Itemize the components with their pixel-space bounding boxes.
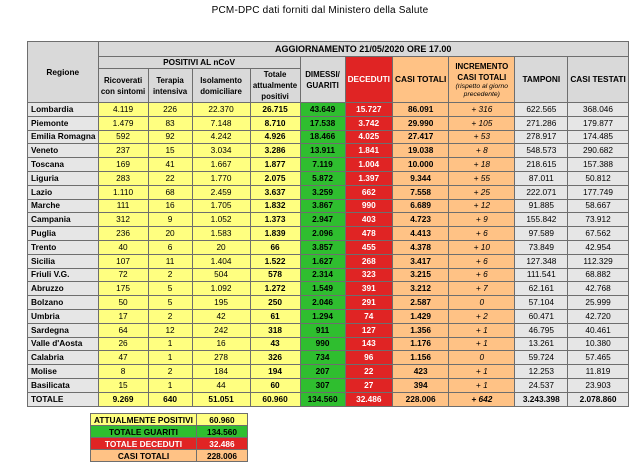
cell-incremento: + 1 — [449, 365, 515, 379]
table-row — [28, 227, 629, 241]
cell-casi-totali: 1.429 — [392, 309, 448, 323]
cell-incremento: + 53 — [449, 130, 515, 144]
cell-ricoverati: 175 — [98, 282, 148, 296]
table-row — [28, 365, 629, 379]
cell-tamponi: 62.161 — [515, 282, 568, 296]
cell-terapia: 12 — [148, 323, 192, 337]
cell-casi-totali: 1.356 — [392, 323, 448, 337]
cell-incremento: + 18 — [449, 158, 515, 172]
cell-terapia: 2 — [148, 309, 192, 323]
cell-casi-testati: 57.465 — [568, 351, 628, 365]
cell-tamponi: 271.286 — [515, 116, 568, 130]
cell-casi-testati: 112.329 — [568, 254, 628, 268]
cell-ricoverati: 72 — [98, 268, 148, 282]
table-row — [28, 130, 629, 144]
cell-dimessi: 3.857 — [300, 240, 345, 254]
totals-deceduti: 32.486 — [345, 392, 392, 406]
cell-dimessi: 3.259 — [300, 185, 345, 199]
cell-totale-positivi: 4.926 — [250, 130, 300, 144]
cell-isolamento: 7.148 — [192, 116, 250, 130]
cell-dimessi: 207 — [300, 365, 345, 379]
cell-regione: Veneto — [28, 144, 99, 158]
cell-regione: Abruzzo — [28, 282, 99, 296]
cell-terapia: 226 — [148, 103, 192, 117]
cell-terapia: 9 — [148, 213, 192, 227]
cell-terapia: 20 — [148, 227, 192, 241]
cell-tamponi: 13.261 — [515, 337, 568, 351]
cell-casi-totali: 3.417 — [392, 254, 448, 268]
header-dimessi: DIMESSI/ GUARITI — [300, 57, 345, 103]
cell-casi-testati: 25.999 — [568, 296, 628, 310]
cell-terapia: 83 — [148, 116, 192, 130]
header-ricoverati: Ricoverati con sintomi — [98, 69, 148, 103]
cell-casi-testati: 40.461 — [568, 323, 628, 337]
cell-casi-totali: 3.212 — [392, 282, 448, 296]
cell-terapia: 16 — [148, 199, 192, 213]
cell-tamponi: 97.589 — [515, 227, 568, 241]
cell-casi-totali: 29.990 — [392, 116, 448, 130]
cell-casi-testati: 42.720 — [568, 309, 628, 323]
cell-terapia: 68 — [148, 185, 192, 199]
cell-regione: Bolzano — [28, 296, 99, 310]
table-row — [28, 103, 629, 117]
cell-deceduti: 478 — [345, 227, 392, 241]
cell-isolamento: 20 — [192, 240, 250, 254]
cell-incremento: + 1 — [449, 378, 515, 392]
cell-regione: Sardegna — [28, 323, 99, 337]
cell-deceduti: 15.727 — [345, 103, 392, 117]
cell-ricoverati: 26 — [98, 337, 148, 351]
cell-casi-testati: 42.954 — [568, 240, 628, 254]
summary-row — [91, 426, 248, 438]
cell-totale-positivi: 1.839 — [250, 227, 300, 241]
table-row — [28, 240, 629, 254]
cell-casi-testati: 23.903 — [568, 378, 628, 392]
header-positivi: POSITIVI AL nCoV — [98, 57, 300, 69]
table-row — [28, 213, 629, 227]
table-row — [28, 158, 629, 172]
cell-dimessi: 911 — [300, 323, 345, 337]
table-row — [28, 185, 629, 199]
cell-ricoverati: 236 — [98, 227, 148, 241]
cell-regione: Umbria — [28, 309, 99, 323]
totals-terapia: 640 — [148, 392, 192, 406]
header-casi-totali: CASI TOTALI — [392, 57, 448, 103]
cell-isolamento: 195 — [192, 296, 250, 310]
cell-ricoverati: 47 — [98, 351, 148, 365]
totals-ricoverati: 9.269 — [98, 392, 148, 406]
cell-deceduti: 1.841 — [345, 144, 392, 158]
table-row — [28, 296, 629, 310]
cell-deceduti: 291 — [345, 296, 392, 310]
cell-incremento: + 1 — [449, 337, 515, 351]
cell-casi-testati: 67.562 — [568, 227, 628, 241]
cell-regione: Marche — [28, 199, 99, 213]
summary-label: ATTUALMENTE POSITIVI — [91, 414, 197, 426]
covid-data-table — [27, 41, 629, 407]
cell-tamponi: 218.615 — [515, 158, 568, 172]
cell-regione: Calabria — [28, 351, 99, 365]
cell-deceduti: 268 — [345, 254, 392, 268]
cell-casi-testati: 157.388 — [568, 158, 628, 172]
cell-totale-positivi: 1.272 — [250, 282, 300, 296]
cell-ricoverati: 50 — [98, 296, 148, 310]
cell-isolamento: 1.770 — [192, 171, 250, 185]
cell-tamponi: 60.471 — [515, 309, 568, 323]
cell-ricoverati: 17 — [98, 309, 148, 323]
cell-regione: Campania — [28, 213, 99, 227]
cell-incremento: 0 — [449, 351, 515, 365]
cell-tamponi: 127.348 — [515, 254, 568, 268]
totals-casi-totali: 228.006 — [392, 392, 448, 406]
cell-isolamento: 1.052 — [192, 213, 250, 227]
cell-incremento: + 25 — [449, 185, 515, 199]
cell-dimessi: 2.096 — [300, 227, 345, 241]
cell-deceduti: 1.004 — [345, 158, 392, 172]
cell-tamponi: 548.573 — [515, 144, 568, 158]
cell-tamponi: 12.253 — [515, 365, 568, 379]
cell-deceduti: 127 — [345, 323, 392, 337]
cell-casi-testati: 11.819 — [568, 365, 628, 379]
totals-tamponi: 3.243.398 — [515, 392, 568, 406]
cell-dimessi: 307 — [300, 378, 345, 392]
cell-terapia: 11 — [148, 254, 192, 268]
table-row — [28, 378, 629, 392]
cell-totale-positivi: 1.522 — [250, 254, 300, 268]
cell-isolamento: 1.705 — [192, 199, 250, 213]
cell-dimessi: 990 — [300, 337, 345, 351]
cell-tamponi: 222.071 — [515, 185, 568, 199]
cell-isolamento: 1.404 — [192, 254, 250, 268]
cell-ricoverati: 4.119 — [98, 103, 148, 117]
cell-ricoverati: 1.479 — [98, 116, 148, 130]
summary-table — [90, 413, 248, 462]
cell-terapia: 1 — [148, 378, 192, 392]
cell-casi-totali: 4.378 — [392, 240, 448, 254]
cell-casi-testati: 73.912 — [568, 213, 628, 227]
cell-casi-testati: 68.882 — [568, 268, 628, 282]
cell-totale-positivi: 2.075 — [250, 171, 300, 185]
cell-casi-totali: 1.176 — [392, 337, 448, 351]
cell-isolamento: 1.667 — [192, 158, 250, 172]
cell-terapia: 2 — [148, 365, 192, 379]
cell-deceduti: 391 — [345, 282, 392, 296]
cell-regione: Sicilia — [28, 254, 99, 268]
cell-regione: Trento — [28, 240, 99, 254]
summary-value: 60.960 — [196, 414, 247, 426]
summary-label: CASI TOTALI — [91, 450, 197, 462]
header-deceduti: DECEDUTI — [345, 57, 392, 103]
page-title: PCM-DPC dati forniti dal Ministero della Salute — [211, 5, 429, 16]
cell-incremento: + 105 — [449, 116, 515, 130]
cell-dimessi: 2.046 — [300, 296, 345, 310]
cell-ricoverati: 312 — [98, 213, 148, 227]
cell-totale-positivi: 250 — [250, 296, 300, 310]
cell-incremento: + 10 — [449, 240, 515, 254]
cell-dimessi: 18.466 — [300, 130, 345, 144]
cell-regione: Lazio — [28, 185, 99, 199]
cell-totale-positivi: 8.710 — [250, 116, 300, 130]
cell-isolamento: 3.034 — [192, 144, 250, 158]
cell-casi-testati: 42.768 — [568, 282, 628, 296]
cell-ricoverati: 111 — [98, 199, 148, 213]
cell-incremento: + 7 — [449, 282, 515, 296]
cell-isolamento: 16 — [192, 337, 250, 351]
cell-terapia: 5 — [148, 282, 192, 296]
cell-terapia: 6 — [148, 240, 192, 254]
cell-tamponi: 87.011 — [515, 171, 568, 185]
cell-totale-positivi: 3.286 — [250, 144, 300, 158]
cell-totale-positivi: 1.832 — [250, 199, 300, 213]
cell-incremento: + 12 — [449, 199, 515, 213]
cell-casi-totali: 423 — [392, 365, 448, 379]
summary-row — [91, 414, 248, 426]
cell-regione: Valle d'Aosta — [28, 337, 99, 351]
cell-casi-testati: 368.046 — [568, 103, 628, 117]
table-row — [28, 323, 629, 337]
cell-casi-totali: 4.723 — [392, 213, 448, 227]
totals-incremento: + 642 — [449, 392, 515, 406]
totals-isolamento: 51.051 — [192, 392, 250, 406]
cell-dimessi: 1.294 — [300, 309, 345, 323]
cell-totale-positivi: 3.637 — [250, 185, 300, 199]
cell-totale-positivi: 60 — [250, 378, 300, 392]
cell-ricoverati: 64 — [98, 323, 148, 337]
cell-tamponi: 622.565 — [515, 103, 568, 117]
cell-incremento: + 9 — [449, 213, 515, 227]
cell-dimessi: 2.314 — [300, 268, 345, 282]
cell-ricoverati: 592 — [98, 130, 148, 144]
cell-totale-positivi: 1.373 — [250, 213, 300, 227]
cell-tamponi: 73.849 — [515, 240, 568, 254]
cell-incremento: + 6 — [449, 254, 515, 268]
cell-casi-totali: 3.215 — [392, 268, 448, 282]
header-incremento-label: INCREMENTO CASI TOTALI — [455, 61, 509, 82]
summary-label: TOTALE DECEDUTI — [91, 438, 197, 450]
table-row — [28, 351, 629, 365]
cell-regione: Piemonte — [28, 116, 99, 130]
cell-regione: Friuli V.G. — [28, 268, 99, 282]
cell-ricoverati: 237 — [98, 144, 148, 158]
cell-regione: Lombardia — [28, 103, 99, 117]
cell-dimessi: 1.549 — [300, 282, 345, 296]
cell-deceduti: 3.742 — [345, 116, 392, 130]
cell-totale-positivi: 318 — [250, 323, 300, 337]
cell-casi-totali: 27.417 — [392, 130, 448, 144]
cell-ricoverati: 1.110 — [98, 185, 148, 199]
cell-isolamento: 4.242 — [192, 130, 250, 144]
cell-dimessi: 1.627 — [300, 254, 345, 268]
cell-deceduti: 662 — [345, 185, 392, 199]
totals-totale-positivi: 60.960 — [250, 392, 300, 406]
cell-regione: Molise — [28, 365, 99, 379]
cell-deceduti: 455 — [345, 240, 392, 254]
header-aggiornamento: AGGIORNAMENTO 21/05/2020 ORE 17.00 — [98, 42, 628, 57]
cell-isolamento: 1.583 — [192, 227, 250, 241]
header-regione: Regione — [28, 42, 99, 103]
cell-regione: Puglia — [28, 227, 99, 241]
cell-deceduti: 74 — [345, 309, 392, 323]
table-row — [28, 337, 629, 351]
header-terapia: Terapia intensiva — [148, 69, 192, 103]
cell-isolamento: 504 — [192, 268, 250, 282]
cell-deceduti: 22 — [345, 365, 392, 379]
summary-value: 228.006 — [196, 450, 247, 462]
cell-tamponi: 57.104 — [515, 296, 568, 310]
cell-casi-totali: 9.344 — [392, 171, 448, 185]
cell-ricoverati: 169 — [98, 158, 148, 172]
cell-terapia: 22 — [148, 171, 192, 185]
summary-row — [91, 450, 248, 462]
header-tamponi: TAMPONI — [515, 57, 568, 103]
cell-casi-totali: 86.091 — [392, 103, 448, 117]
cell-totale-positivi: 66 — [250, 240, 300, 254]
cell-deceduti: 323 — [345, 268, 392, 282]
cell-tamponi: 91.885 — [515, 199, 568, 213]
cell-incremento: + 6 — [449, 268, 515, 282]
summary-value: 134.560 — [196, 426, 247, 438]
cell-deceduti: 96 — [345, 351, 392, 365]
totals-casi-testati: 2.078.860 — [568, 392, 628, 406]
header-totale-positivi: Totale attualmente positivi — [250, 69, 300, 103]
cell-dimessi: 734 — [300, 351, 345, 365]
cell-tamponi: 111.541 — [515, 268, 568, 282]
cell-ricoverati: 15 — [98, 378, 148, 392]
totals-dimessi: 134.560 — [300, 392, 345, 406]
cell-incremento: + 55 — [449, 171, 515, 185]
cell-deceduti: 143 — [345, 337, 392, 351]
cell-ricoverati: 40 — [98, 240, 148, 254]
cell-isolamento: 22.370 — [192, 103, 250, 117]
cell-deceduti: 1.397 — [345, 171, 392, 185]
cell-terapia: 1 — [148, 337, 192, 351]
cell-deceduti: 4.025 — [345, 130, 392, 144]
table-row — [28, 171, 629, 185]
cell-dimessi: 13.911 — [300, 144, 345, 158]
header-incremento — [449, 57, 515, 103]
cell-terapia: 1 — [148, 351, 192, 365]
cell-incremento: + 2 — [449, 309, 515, 323]
cell-isolamento: 242 — [192, 323, 250, 337]
cell-totale-positivi: 1.877 — [250, 158, 300, 172]
cell-terapia: 41 — [148, 158, 192, 172]
cell-casi-testati: 10.380 — [568, 337, 628, 351]
cell-terapia: 2 — [148, 268, 192, 282]
cell-incremento: + 6 — [449, 227, 515, 241]
cell-totale-positivi: 326 — [250, 351, 300, 365]
cell-ricoverati: 283 — [98, 171, 148, 185]
cell-casi-totali: 1.156 — [392, 351, 448, 365]
cell-deceduti: 990 — [345, 199, 392, 213]
cell-isolamento: 1.092 — [192, 282, 250, 296]
cell-ricoverati: 8 — [98, 365, 148, 379]
table-row — [28, 282, 629, 296]
table-row — [28, 144, 629, 158]
cell-totale-positivi: 43 — [250, 337, 300, 351]
cell-casi-testati: 290.682 — [568, 144, 628, 158]
cell-dimessi: 17.538 — [300, 116, 345, 130]
header-casi-testati: CASI TESTATI — [568, 57, 628, 103]
cell-dimessi: 5.872 — [300, 171, 345, 185]
cell-isolamento: 278 — [192, 351, 250, 365]
cell-casi-testati: 58.667 — [568, 199, 628, 213]
cell-tamponi: 24.537 — [515, 378, 568, 392]
summary-row — [91, 438, 248, 450]
header-incremento-note: (rispetto al giorno precedente) — [455, 82, 509, 98]
cell-deceduti: 403 — [345, 213, 392, 227]
cell-isolamento: 184 — [192, 365, 250, 379]
cell-incremento: + 316 — [449, 103, 515, 117]
cell-incremento: + 1 — [449, 323, 515, 337]
table-row — [28, 116, 629, 130]
cell-casi-totali: 19.038 — [392, 144, 448, 158]
cell-regione: Liguria — [28, 171, 99, 185]
cell-terapia: 5 — [148, 296, 192, 310]
cell-dimessi: 7.119 — [300, 158, 345, 172]
cell-dimessi: 3.867 — [300, 199, 345, 213]
cell-casi-totali: 4.413 — [392, 227, 448, 241]
cell-tamponi: 59.724 — [515, 351, 568, 365]
cell-regione: Toscana — [28, 158, 99, 172]
cell-totale-positivi: 194 — [250, 365, 300, 379]
cell-deceduti: 27 — [345, 378, 392, 392]
cell-casi-totali: 10.000 — [392, 158, 448, 172]
cell-ricoverati: 107 — [98, 254, 148, 268]
summary-value: 32.486 — [196, 438, 247, 450]
cell-casi-totali: 7.558 — [392, 185, 448, 199]
cell-tamponi: 46.795 — [515, 323, 568, 337]
cell-totale-positivi: 26.715 — [250, 103, 300, 117]
cell-dimessi: 43.649 — [300, 103, 345, 117]
table-row — [28, 199, 629, 213]
cell-dimessi: 2.947 — [300, 213, 345, 227]
cell-incremento: 0 — [449, 296, 515, 310]
cell-incremento: + 8 — [449, 144, 515, 158]
cell-isolamento: 42 — [192, 309, 250, 323]
table-row — [28, 254, 629, 268]
cell-casi-totali: 2.587 — [392, 296, 448, 310]
cell-totale-positivi: 61 — [250, 309, 300, 323]
table-row — [28, 268, 629, 282]
cell-casi-testati: 179.877 — [568, 116, 628, 130]
cell-totale-positivi: 578 — [250, 268, 300, 282]
table-row — [28, 309, 629, 323]
cell-casi-testati: 50.812 — [568, 171, 628, 185]
cell-isolamento: 2.459 — [192, 185, 250, 199]
table-body — [28, 103, 629, 393]
cell-tamponi: 155.842 — [515, 213, 568, 227]
cell-casi-totali: 394 — [392, 378, 448, 392]
cell-casi-testati: 174.485 — [568, 130, 628, 144]
cell-casi-totali: 6.689 — [392, 199, 448, 213]
cell-casi-testati: 177.749 — [568, 185, 628, 199]
header-isolamento: Isolamento domiciliare — [192, 69, 250, 103]
cell-terapia: 15 — [148, 144, 192, 158]
summary-label: TOTALE GUARITI — [91, 426, 197, 438]
totals-label: TOTALE — [28, 392, 99, 406]
totals-row — [28, 392, 629, 406]
cell-terapia: 92 — [148, 130, 192, 144]
cell-isolamento: 44 — [192, 378, 250, 392]
cell-regione: Basilicata — [28, 378, 99, 392]
cell-regione: Emilia Romagna — [28, 130, 99, 144]
cell-tamponi: 278.917 — [515, 130, 568, 144]
